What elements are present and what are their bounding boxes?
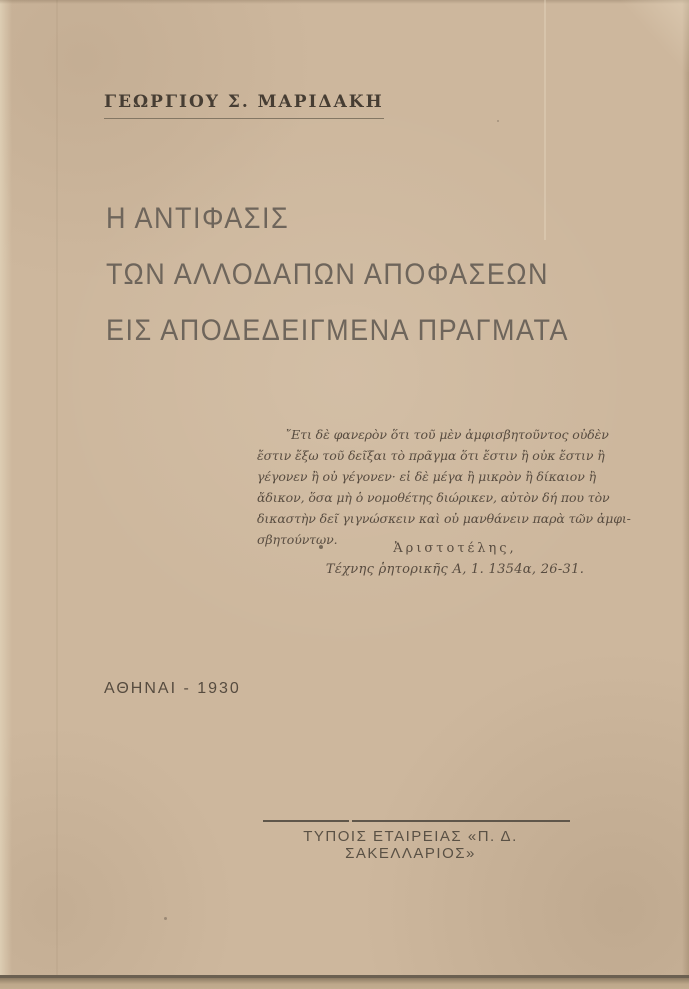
paper-bottom-strip bbox=[0, 978, 689, 989]
epigraph-source-citation: Τέχνης ῥητορικῆς Α, 1. 1354α, 26-31. bbox=[325, 562, 585, 577]
epigraph-line: δικαστὴν δεῖ γιγνώσκειν καὶ οὐ μανθάνειν παρὰ τῶν ἀμφι- bbox=[257, 511, 631, 526]
paper-crease-left bbox=[56, 0, 58, 989]
epigraph-line: ἔστιν ἔξω τοῦ δεῖξαι τὸ πρᾶγμα ὅτι ἔστιν ἢ οὐκ ἔστιν ἢ bbox=[257, 448, 605, 463]
paper-crease-top-right bbox=[598, 0, 689, 73]
title-line-2: ΤΩΝ ΑΛΛΟΔΑΠΩΝ ΑΠΟΦΑΣΕΩΝ bbox=[106, 258, 550, 291]
epigraph-line: ῎Ετι δὲ φανερὸν ὅτι τοῦ μὲν ἀμφισβητοῦντος οὐδὲν bbox=[285, 427, 609, 442]
paper-right-edge bbox=[682, 0, 689, 989]
place-and-year: ΑΘΗΝΑΙ - 1930 bbox=[104, 680, 241, 697]
title-line-1: Η ΑΝΤΙΦΑΣΙΣ bbox=[106, 201, 290, 235]
epigraph-quote bbox=[257, 424, 631, 550]
imprint-rule-right bbox=[352, 820, 570, 822]
book-title bbox=[106, 190, 569, 358]
epigraph-line: γέγονεν ἢ οὐ γέγονεν· εἰ δὲ μέγα ἢ μικρὸν ἢ δίκαιον ἢ bbox=[257, 469, 596, 484]
title-line-3: ΕΙΣ ΑΠΟΔΕΔΕΙΓΜΕΝΑ ΠΡΑΓΜΑΤΑ bbox=[106, 314, 570, 347]
ink-speck bbox=[164, 917, 167, 920]
epigraph-attribution: Ἀριστοτέλης, bbox=[393, 541, 517, 556]
author-name: ΓΕΩΡΓΙΟΥ Σ. ΜΑΡΙΔΑΚΗ bbox=[104, 92, 384, 119]
epigraph-line: ἄδικον, ὅσα μὴ ὁ νομοθέτης διώρικεν, αὐτὸν δή που τὸν bbox=[257, 490, 610, 505]
printer-imprint: ΤΥΠΟΙΣ ΕΤΑΙΡΕΙΑΣ «Π. Δ. ΣΑΚΕΛΛΑΡΙΟΣ» bbox=[303, 828, 518, 862]
ink-speck bbox=[497, 120, 499, 122]
paper-top-edge bbox=[0, 0, 689, 4]
epigraph-line: σβητούντων. bbox=[257, 532, 338, 547]
imprint-rule-left bbox=[263, 820, 349, 822]
paper-left-deckle-edge bbox=[0, 0, 12, 989]
